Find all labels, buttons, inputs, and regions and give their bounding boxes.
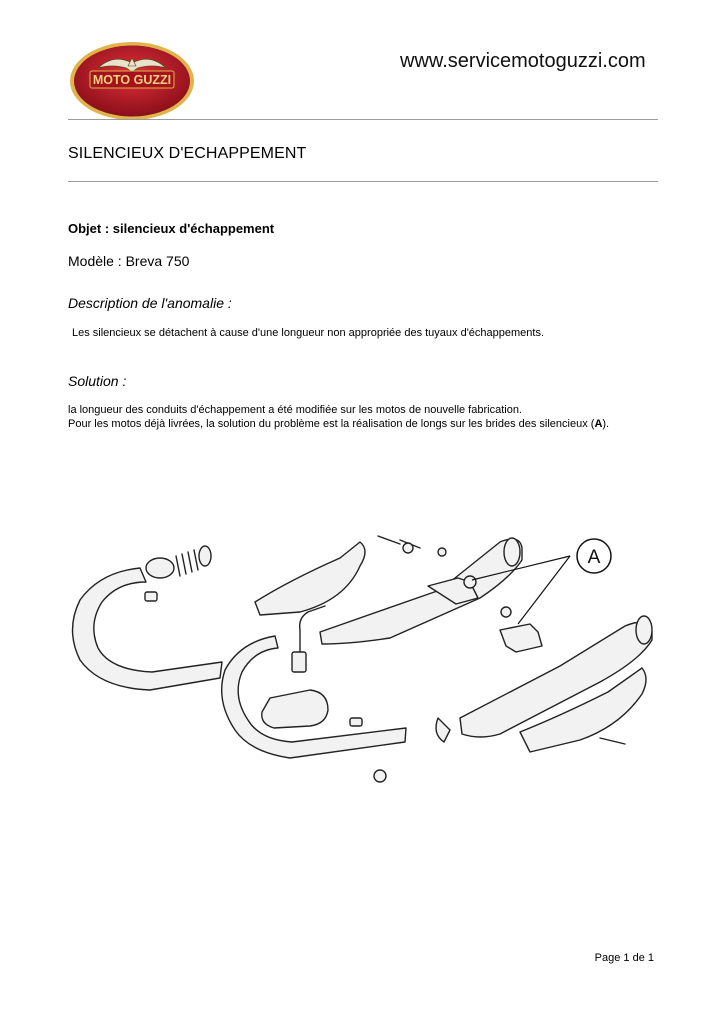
gasket-ring bbox=[199, 546, 211, 566]
clip-small bbox=[350, 718, 362, 726]
catalyst bbox=[262, 690, 328, 728]
model-line: Modèle : Breva 750 bbox=[68, 253, 190, 269]
site-url[interactable]: www.servicemotoguzzi.com bbox=[400, 50, 646, 72]
moto-guzzi-logo bbox=[68, 40, 196, 122]
header-pipe-upper bbox=[73, 568, 223, 690]
flange-ring bbox=[146, 558, 174, 578]
callout-ref: A bbox=[594, 418, 603, 430]
small-nut bbox=[145, 592, 157, 601]
subject-line bbox=[68, 221, 274, 236]
subject-label: Objet : bbox=[68, 221, 110, 236]
nut-a bbox=[501, 607, 511, 617]
anomaly-heading: Description de l'anomalie : bbox=[68, 295, 232, 311]
pipe-clamp bbox=[436, 718, 450, 742]
subject-value: silencieux d'échappement bbox=[112, 221, 275, 236]
solution-line-2: Pour les motos déjà livrées, la solution du problème est la réalisation de longs sur les brides des silencieux (A). bbox=[68, 418, 610, 430]
muffler-lower-tip bbox=[636, 616, 652, 644]
oxygen-sensor bbox=[292, 652, 306, 672]
bolt-lower bbox=[600, 738, 625, 744]
oxygen-sensor-cable bbox=[300, 606, 325, 655]
muffler-upper-tip bbox=[504, 538, 520, 566]
washer-a bbox=[464, 576, 476, 588]
exhaust-exploded-diagram bbox=[60, 520, 660, 800]
nut-top bbox=[438, 548, 446, 556]
bolt-top bbox=[378, 536, 420, 548]
page-title: SILENCIEUX D'ECHAPPEMENT bbox=[68, 145, 307, 162]
spring-clamp bbox=[176, 550, 198, 576]
callout-a-label: A bbox=[587, 547, 601, 568]
solution-text bbox=[68, 403, 658, 431]
bracket-lower bbox=[500, 624, 542, 652]
page-number: Page 1 de 1 bbox=[594, 952, 654, 964]
header-divider bbox=[68, 119, 658, 120]
heat-shield-upper bbox=[255, 542, 365, 615]
logo-text: MOTO GUZZI bbox=[92, 73, 172, 87]
solution-heading: Solution : bbox=[68, 373, 127, 389]
title-divider bbox=[68, 181, 658, 182]
solution-line-1: la longueur des conduits d'échappement a été modifiée sur les motos de nouvelle fabrication. bbox=[68, 404, 522, 416]
nut-lower bbox=[374, 770, 386, 782]
anomaly-text: Les silencieux se détachent à cause d'une longueur non appropriée des tuyaux d'échappements. bbox=[72, 327, 545, 339]
washer-top bbox=[403, 543, 413, 553]
